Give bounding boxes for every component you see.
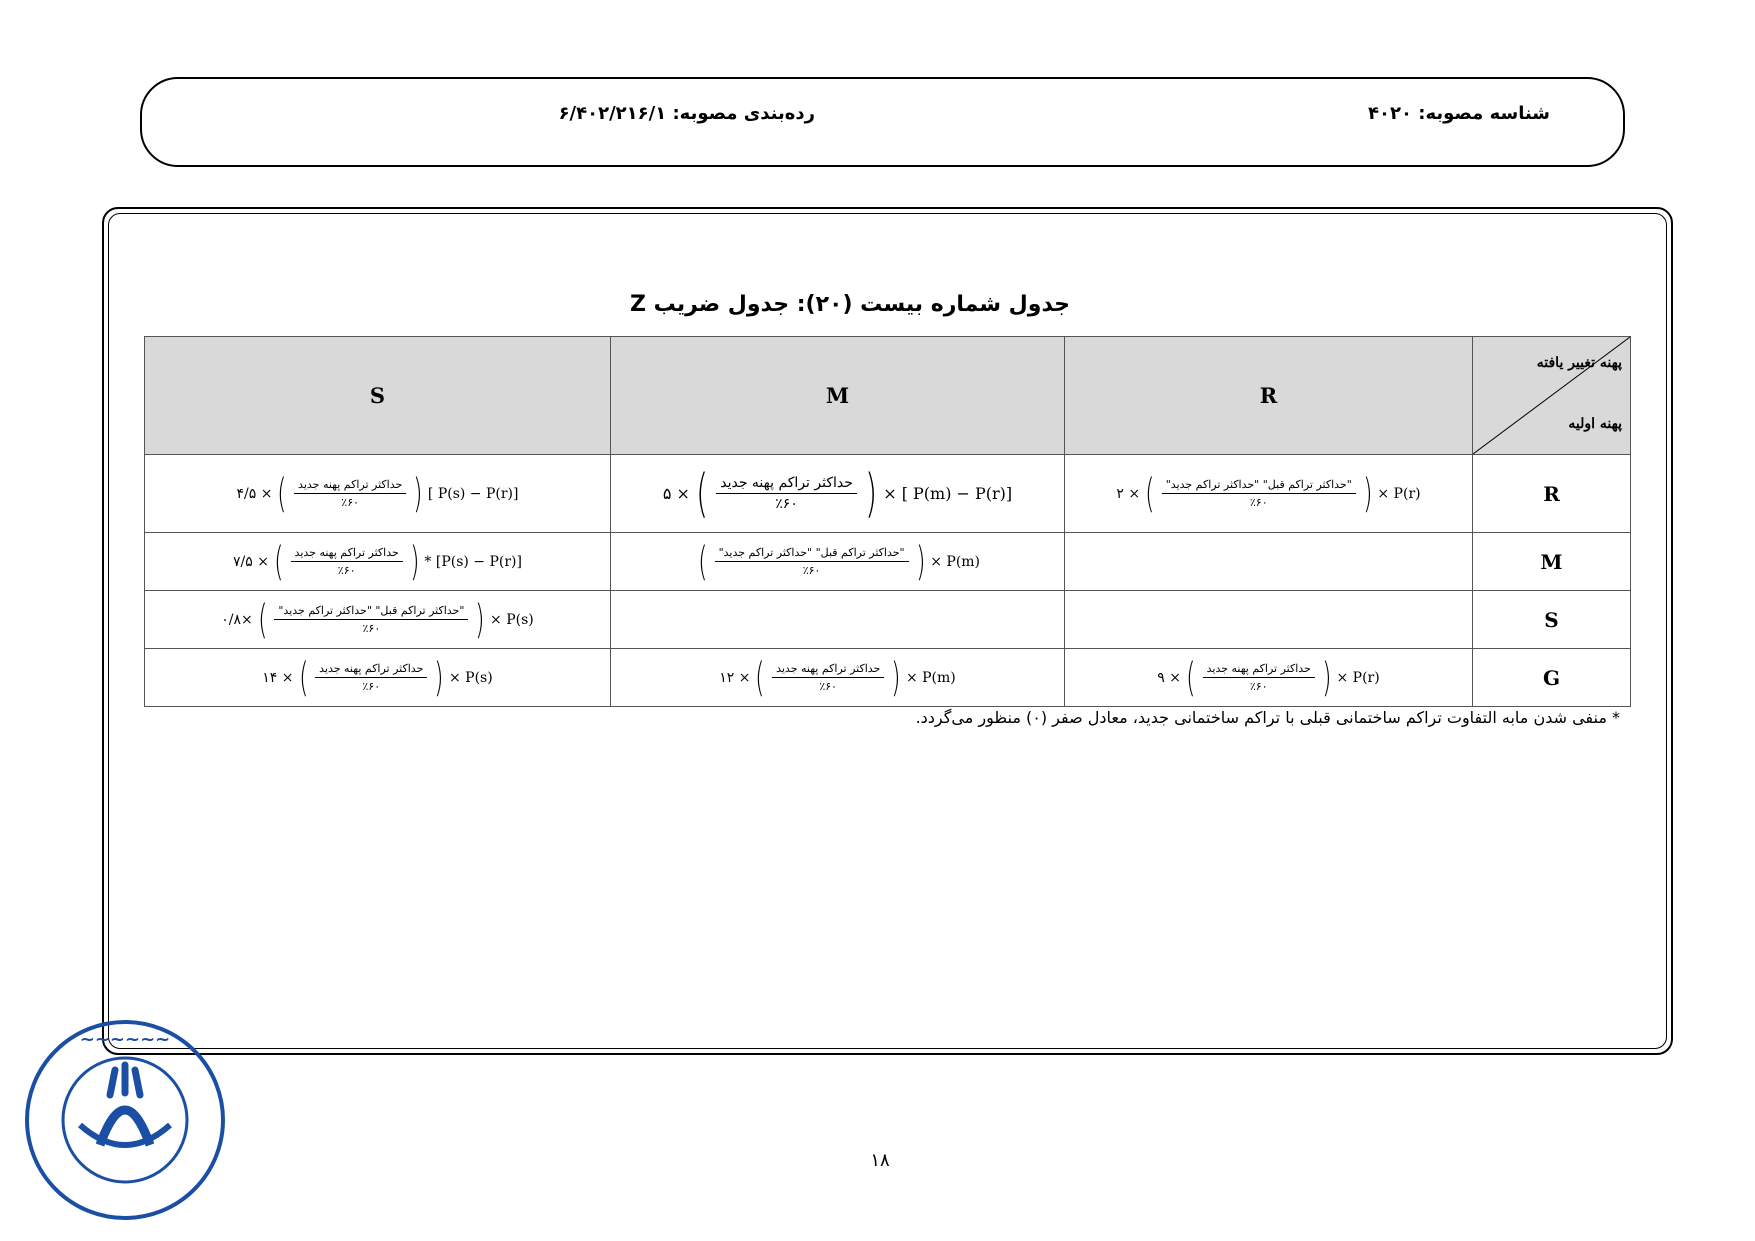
- paren-open: (: [274, 538, 284, 585]
- fraction-numerator: "حداکثر تراکم قبل" "حداکثر تراکم جدید": [274, 604, 468, 620]
- formula: [221, 596, 534, 643]
- paren-close: ): [434, 654, 444, 701]
- paren-open: (: [298, 654, 309, 701]
- corner-top-label: پهنه تغییر یافته: [1536, 355, 1622, 371]
- formula-tail: × P(s): [490, 611, 534, 628]
- fraction-numerator: حداکثر تراکم پهنه جدید: [291, 546, 403, 562]
- column-header-m: M: [611, 337, 1065, 455]
- corner-header: [1473, 337, 1631, 455]
- cell-g-r: [1065, 649, 1473, 707]
- formula-fraction: [294, 478, 406, 509]
- formula-fraction: [315, 662, 427, 693]
- column-header-r: R: [1065, 337, 1473, 455]
- paren-close: ): [915, 538, 926, 585]
- council-seal-logo: [20, 1015, 230, 1225]
- fraction-denominator: ٪۶۰: [337, 564, 356, 577]
- paren-close: ): [475, 596, 485, 643]
- paren-close: ): [409, 538, 420, 585]
- paren-close: ): [1362, 470, 1373, 517]
- column-header-s: S: [145, 337, 611, 455]
- resolution-id-label: شناسه مصوبه: ۴۰۲۰: [1368, 103, 1550, 124]
- paren-open: (: [1145, 470, 1155, 517]
- cell-r-s: [145, 455, 611, 533]
- table-title: جدول شماره بیست (۲۰): جدول ضریب Z: [629, 292, 1071, 317]
- formula: [695, 538, 981, 585]
- formula-fraction: [772, 662, 884, 693]
- fraction-numerator: حداکثر تراکم پهنه جدید: [772, 662, 884, 678]
- fraction-numerator: "حداکثر تراکم قبل" "حداکثر تراکم جدید": [715, 546, 909, 562]
- formula-tail: × P(r): [1377, 485, 1421, 502]
- paren-close: ): [413, 470, 423, 517]
- formula-coefficient: ۱۲ ×: [719, 669, 751, 686]
- formula: [1157, 654, 1380, 701]
- cell-s-m: [611, 591, 1065, 649]
- table-row: [145, 591, 1631, 649]
- fraction-numerator: حداکثر تراکم پهنه جدید: [716, 475, 857, 494]
- formula-coefficient: ۴/۵ ×: [236, 485, 273, 502]
- cell-g-s: [145, 649, 611, 707]
- svg-text:~~~~~~: ~~~~~~: [79, 1029, 171, 1050]
- formula-fraction: [1203, 662, 1315, 693]
- table-row: [145, 533, 1631, 591]
- paren-open: (: [695, 463, 709, 524]
- cell-s-s: [145, 591, 611, 649]
- formula-coefficient: ۹ ×: [1157, 669, 1181, 686]
- formula-coefficient: ۱۴ ×: [262, 669, 294, 686]
- paren-close: ): [864, 463, 878, 524]
- formula-fraction: [715, 546, 909, 577]
- formula-fraction: [291, 546, 403, 577]
- fraction-denominator: ٪۶۰: [819, 680, 838, 693]
- formula: [262, 654, 493, 701]
- formula: [233, 538, 522, 585]
- row-header-m: M: [1473, 533, 1631, 591]
- formula-fraction: [274, 604, 468, 635]
- formula-fraction: [716, 475, 857, 512]
- paren-open: (: [1186, 654, 1196, 701]
- formula: [662, 463, 1013, 524]
- formula-tail: × P(s): [448, 669, 493, 686]
- formula-coefficient: ۵ ×: [662, 484, 690, 503]
- cell-g-m: [611, 649, 1065, 707]
- fraction-numerator: حداکثر تراکم پهنه جدید: [1203, 662, 1315, 678]
- paren-close: ): [891, 654, 901, 701]
- formula-coefficient: ۷/۵ ×: [233, 553, 269, 570]
- formula-tail: × P(r): [1336, 669, 1380, 686]
- cell-r-r: [1065, 455, 1473, 533]
- classification-label: رده‌بندی مصوبه: ۶/۴۰۲/۲۱۶/۱: [558, 103, 815, 124]
- fraction-denominator: ٪۶۰: [1249, 496, 1268, 509]
- formula-coefficient: ۲ ×: [1116, 485, 1141, 502]
- formula-fraction: [1162, 478, 1356, 509]
- corner-bottom-label: پهنه اولیه: [1568, 416, 1622, 432]
- row-header-s: S: [1473, 591, 1631, 649]
- formula-tail: × P(m): [930, 553, 981, 570]
- paren-open: (: [257, 596, 268, 643]
- row-header-r: R: [1473, 455, 1631, 533]
- paren-open: (: [755, 654, 765, 701]
- fraction-numerator: حداکثر تراکم پهنه جدید: [294, 478, 406, 494]
- cell-m-m: [611, 533, 1065, 591]
- fraction-denominator: ٪۶۰: [775, 496, 798, 512]
- fraction-numerator: حداکثر تراکم پهنه جدید: [315, 662, 427, 678]
- fraction-denominator: ٪۶۰: [341, 496, 360, 509]
- paren-open: (: [277, 470, 287, 517]
- formula-coefficient: ۰/۸×: [221, 611, 253, 628]
- z-coefficient-table: [144, 336, 1631, 707]
- formula: [1116, 470, 1421, 517]
- table-row: [145, 455, 1631, 533]
- formula: [236, 470, 519, 517]
- footnote: * منفی شدن مابه التفاوت تراکم ساختمانی قبلی با تراکم ساختمانی جدید، معادل صفر (۰) منظور می‌گردد.: [915, 708, 1620, 727]
- fraction-numerator: "حداکثر تراکم قبل" "حداکثر تراکم جدید": [1162, 478, 1356, 494]
- fraction-denominator: ٪۶۰: [362, 680, 381, 693]
- formula-tail: * [P(s) − P(r)]: [424, 553, 522, 570]
- paren-open: (: [698, 538, 708, 585]
- paren-close: ): [1321, 654, 1332, 701]
- table-row: [145, 649, 1631, 707]
- formula-tail: [ P(s) − P(r)]: [427, 485, 519, 502]
- page-number: ۱۸: [870, 1150, 890, 1171]
- cell-m-s: [145, 533, 611, 591]
- formula: [719, 654, 956, 701]
- row-header-g: G: [1473, 649, 1631, 707]
- fraction-denominator: ٪۶۰: [362, 622, 381, 635]
- formula-tail: × [ P(m) − P(r)]: [883, 484, 1013, 503]
- cell-m-r: [1065, 533, 1473, 591]
- formula-tail: × P(m): [905, 669, 956, 686]
- fraction-denominator: ٪۶۰: [1249, 680, 1268, 693]
- cell-s-r: [1065, 591, 1473, 649]
- fraction-denominator: ٪۶۰: [802, 564, 821, 577]
- cell-r-m: [611, 455, 1065, 533]
